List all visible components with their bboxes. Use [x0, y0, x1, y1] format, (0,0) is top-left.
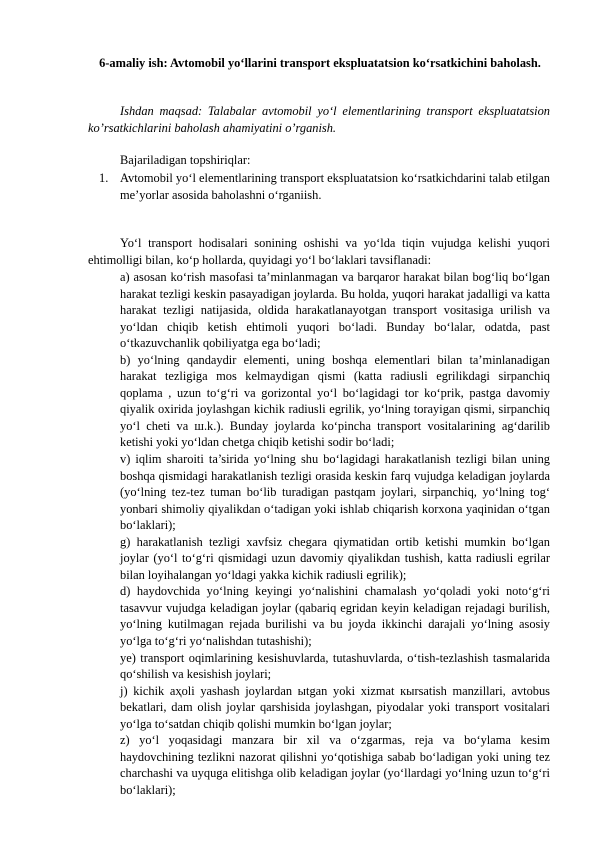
task-text: Avtomobil yo‘l elementlarining transport ekspluatatsion ko‘rsatkichdarini talab etilgan me’yorlar asosida baholashni o‘rganiish. [120, 171, 550, 202]
list-item: g) harakatlanish tezligi xavfsiz chegara qiymatidan ortib ketishi mumkin bo‘lgan joylar (yo‘l to‘g‘ri qismidagi uzun davomiy qiyalikdan tushish, katta radiusli egrilar bilan loyihalangan yo‘ldagi yakka kichik radiusli egrilik); [120, 534, 550, 582]
list-item: b) yo‘lning qandaydir elementi, uning boshqa elementlari bilan ta’minlanadigan harakat tezligiga mos kelmaydigan qismi (katta radiusli egrilikdagi sirpanchiq qoplama , uzun to‘g‘ri va gorizontal yo‘l bo‘lagidagi tor ko‘prik, pastga davomiy qiyalik oxirida joylashgan kichik radiusli egrilik, yo‘lning torayigan qismi, sirpanchiq yo‘l cheti va ш.k.). Bunday joylarda ko‘pincha transport vositalarining ag‘darilib ketishi yoki yo‘ldan chetga chiqib ketishi sodir bo‘ladi; [120, 352, 550, 450]
task-number: 1. [99, 171, 109, 185]
conditions-list [120, 269, 550, 799]
list-item: ye) transport oqimlarining kesishuvlarda, tutashuvlarda, o‘tish-tezlashish tasmalarida qo‘shilish va kesishish joylari; [120, 650, 550, 682]
aim-paragraph: Ishdan maqsad: Talabalar avtomobil yo‘l elementlarining transport ekspluatatsion ko’rsatkichlarini baholash ahamiyatini o’rganish. [88, 104, 550, 135]
list-item: d) haydovchida yo‘lning keyingi yo‘nalishini chamalash yo‘qoladi yoki noto‘g‘ri tasavvur vujudga keladigan joylar (qabariq egridan keyin keladigan rejadagi burilish, yo‘lning kutilmagan rejada burilishi va bu joyda ikkinchi darajali yo‘lning asosiy yo‘lga to‘g‘ri yo‘nalishdan tutashishi); [120, 584, 550, 649]
list-item: a) asosan ko‘rish masofasi ta’minlanmagan va barqaror harakat bilan bog‘liq bo‘lgan harakat tezligi keskin pasayadigan joylarda. Bu holda, yuqori harakat jadalligi va katta harakat tezligi natijasida, oldida harakatlanayotgan transport vositasiga urilish va yo‘ldan chiqib ketish ehtimoli yuqori bo‘ladi. Bunday bo‘lalar, odatda, past o‘tkazuvchanlik qobiliyatga ega bo‘ladi; [120, 270, 550, 351]
list-item: v) iqlim sharoiti ta’sirida yo‘lning shu bo‘lagidagi harakatlanish tezligi bilan uning boshqa qismidagi harakatlanish tezligi orasida keskin farq vujudga keladigan joylarda (yo‘lning tez-tez tuman bo‘lib turadigan pastqam joylari, sirpanchiq, yo‘lning tog‘ yonbari shimoliy qiyalikdan o‘tadigan yoki ishlab chiqarish korxona yaqinidan o‘tgan bo‘laklari); [120, 452, 550, 533]
list-item: j) kichik аҳoli yashash joylardan ыtgan yoki xizmat кыrsatish manzillari, avtobus bekatlari, dam olish joylar qarshisida joylashgan, piyodalar yoki transport vositalari yo‘lga to‘satdan chiqib qolishi mumkin bo‘lgan joylar; [120, 683, 550, 731]
task-item [99, 170, 550, 204]
tasks-heading: Bajariladigan topshiriqlar: [120, 153, 251, 167]
document-title: 6-amaliy ish: Avtomobil yo‘llarini transport ekspluatatsion ko‘rsatkichini baholash. [99, 56, 541, 70]
list-item: z) yo‘l yoqasidagi manzara bir xil va o‘zgarmas, reja va bo‘ylama kesim haydovchining tezlikni nazorat qilishni yo‘qotishiga sabab bo‘ladigan yoki uning tez charchashi va uyquga elitishga olib keladigan joylar (yo‘llardagi yo‘lning uzun to‘g‘ri bo‘laklari); [120, 733, 550, 797]
intro-paragraph: Yo‘l transport hodisalari sonining oshishi va yo‘lda tiqin vujudga kelishi yuqori ehtimolligi bilan, ko‘p hollarda, quyidagi yo‘l bo‘laklari tavsiflanadi: [88, 236, 550, 267]
